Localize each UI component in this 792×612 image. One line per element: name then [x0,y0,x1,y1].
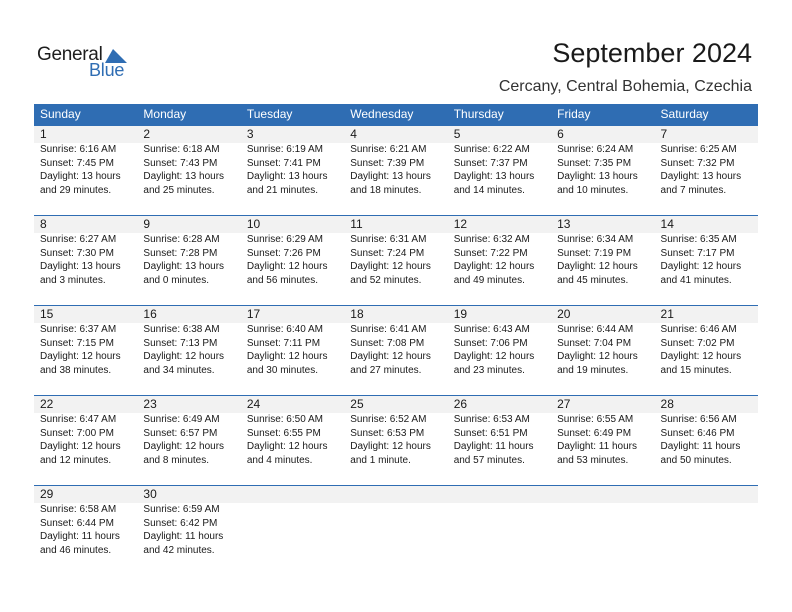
day-cell [34,396,137,467]
weekday-saturday: Saturday [660,107,709,121]
sunrise-text: Sunrise: 6:52 AM [350,414,427,425]
day-cell [551,126,654,197]
calendar-week [34,125,758,215]
daylight-hours-text: Daylight: 12 hours [453,351,535,362]
daylight-minutes-text: and 30 minutes. [246,364,319,376]
day-number: 20 [557,307,571,321]
day-number: 21 [660,307,674,321]
sunrise-text: Sunrise: 6:43 AM [453,324,530,335]
calendar-week [34,395,758,485]
daylight-minutes-text: and 42 minutes. [143,544,215,556]
daylight-hours-text: Daylight: 12 hours [143,441,225,452]
day-number: 12 [453,217,468,231]
day-number: 10 [246,217,261,231]
empty-day-cell [551,486,654,557]
daylight-minutes-text: and 34 minutes. [143,364,215,376]
daylight-hours-text: Daylight: 11 hours [143,531,224,542]
day-number: 2 [143,127,151,141]
sunrise-text: Sunrise: 6:16 AM [40,144,117,155]
weekday-header [34,104,758,125]
sunrise-text: Sunrise: 6:44 AM [557,324,634,335]
daylight-minutes-text: and 56 minutes. [246,274,319,286]
sunset-text: Sunset: 7:15 PM [40,337,114,349]
day-cell [551,396,654,467]
day-number: 14 [660,217,674,231]
weekday-friday: Friday [557,107,591,121]
sunrise-text: Sunrise: 6:37 AM [40,324,117,335]
day-cell [655,216,758,287]
page-title: September 2024 [552,38,752,68]
sunset-text: Sunset: 7:17 PM [660,247,735,259]
sunrise-text: Sunrise: 6:21 AM [350,144,427,155]
daylight-hours-text: Daylight: 13 hours [660,171,742,182]
day-number: 29 [40,487,54,501]
daylight-minutes-text: and 14 minutes. [453,184,525,196]
day-cell [655,396,758,467]
day-cell [34,126,137,197]
sunset-text: Sunset: 6:57 PM [143,427,218,439]
sunset-text: Sunset: 7:45 PM [40,157,114,169]
day-cell [344,306,447,377]
day-number: 24 [246,397,261,411]
daylight-minutes-text: and 23 minutes. [453,364,525,376]
daylight-minutes-text: and 25 minutes. [143,184,215,196]
day-cell [34,486,137,557]
daylight-hours-text: Daylight: 13 hours [453,171,535,182]
sunset-text: Sunset: 7:19 PM [557,247,632,259]
sunrise-text: Sunrise: 6:24 AM [557,144,634,155]
daylight-hours-text: Daylight: 12 hours [660,351,742,362]
daylight-hours-text: Daylight: 12 hours [246,261,328,272]
day-number: 30 [143,487,157,501]
sunset-text: Sunset: 7:06 PM [453,337,528,349]
day-cell [655,126,758,197]
day-number: 4 [350,127,357,141]
weekday-thursday: Thursday [453,107,504,121]
sunrise-text: Sunrise: 6:27 AM [40,234,117,245]
sunset-text: Sunset: 6:53 PM [350,427,425,439]
sunrise-text: Sunrise: 6:50 AM [246,414,323,425]
day-number: 27 [557,397,571,411]
sunset-text: Sunset: 7:11 PM [246,337,321,349]
daylight-hours-text: Daylight: 12 hours [557,351,638,362]
day-cell [137,396,240,467]
daylight-minutes-text: and 52 minutes. [350,274,422,286]
calendar-weeks [34,125,758,575]
sunset-text: Sunset: 7:08 PM [350,337,425,349]
sunrise-text: Sunrise: 6:28 AM [143,234,220,245]
daylight-minutes-text: and 29 minutes. [40,184,112,196]
day-number: 13 [557,217,571,231]
daylight-hours-text: Daylight: 12 hours [557,261,638,272]
daylight-minutes-text: and 57 minutes. [453,454,525,466]
daylight-hours-text: Daylight: 13 hours [143,171,225,182]
daylight-hours-text: Daylight: 13 hours [350,171,431,182]
sunrise-text: Sunrise: 6:25 AM [660,144,737,155]
daylight-minutes-text: and 12 minutes. [40,454,112,466]
day-cell [241,216,344,287]
day-number: 9 [143,217,151,231]
sunrise-text: Sunrise: 6:47 AM [40,414,117,425]
sunrise-text: Sunrise: 6:40 AM [246,324,323,335]
daylight-hours-text: Daylight: 13 hours [143,261,225,272]
sunrise-text: Sunrise: 6:19 AM [246,144,323,155]
day-cell [344,216,447,287]
sunrise-text: Sunrise: 6:34 AM [557,234,634,245]
daylight-minutes-text: and 8 minutes. [143,454,210,466]
daylight-minutes-text: and 50 minutes. [660,454,732,466]
daylight-hours-text: Daylight: 12 hours [40,351,121,362]
sunset-text: Sunset: 7:22 PM [453,247,528,259]
day-number: 18 [350,307,364,321]
logo-text-blue: Blue [89,60,125,80]
day-number: 25 [350,397,364,411]
day-cell [344,396,447,467]
sunrise-text: Sunrise: 6:31 AM [350,234,427,245]
day-cell [551,216,654,287]
sunrise-text: Sunrise: 6:56 AM [660,414,737,425]
weekday-tuesday: Tuesday [246,107,293,121]
day-cell [137,126,240,197]
day-cell [448,216,551,287]
day-number: 19 [453,307,468,321]
daylight-minutes-text: and 4 minutes. [246,454,313,466]
sunset-text: Sunset: 7:28 PM [143,247,218,259]
daylight-minutes-text: and 1 minute. [350,454,411,466]
day-number: 23 [143,397,157,411]
daylight-minutes-text: and 27 minutes. [350,364,422,376]
day-number: 28 [660,397,674,411]
daylight-minutes-text: and 45 minutes. [557,274,629,286]
sunset-text: Sunset: 6:51 PM [453,427,528,439]
sunset-text: Sunset: 6:49 PM [557,427,632,439]
logo-text-general: General [37,44,103,65]
sunset-text: Sunset: 7:39 PM [350,157,425,169]
sunrise-text: Sunrise: 6:55 AM [557,414,634,425]
calendar-week [34,215,758,305]
day-number: 5 [453,127,461,141]
daylight-hours-text: Daylight: 11 hours [660,441,741,452]
calendar-week [34,305,758,395]
day-number: 8 [40,217,47,231]
daylight-hours-text: Daylight: 12 hours [660,261,742,272]
brand-logo [37,44,137,80]
empty-day-cell [241,486,344,557]
day-number: 3 [246,127,254,141]
daylight-hours-text: Daylight: 13 hours [40,261,121,272]
daylight-minutes-text: and 15 minutes. [660,364,732,376]
day-number: 26 [453,397,468,411]
day-cell [137,486,240,557]
sunrise-text: Sunrise: 6:58 AM [40,504,117,515]
sunrise-text: Sunrise: 6:22 AM [453,144,530,155]
weekday-monday: Monday [143,107,187,121]
empty-day-cell [448,486,551,557]
daylight-hours-text: Daylight: 11 hours [453,441,534,452]
day-cell [241,396,344,467]
daylight-hours-text: Daylight: 11 hours [557,441,637,452]
sunset-text: Sunset: 7:37 PM [453,157,528,169]
daylight-minutes-text: and 21 minutes. [246,184,319,196]
daylight-hours-text: Daylight: 12 hours [143,351,225,362]
day-cell [137,216,240,287]
sunset-text: Sunset: 7:02 PM [660,337,735,349]
sunset-text: Sunset: 6:44 PM [40,517,114,529]
empty-day-cell [344,486,447,557]
daylight-hours-text: Daylight: 13 hours [246,171,328,182]
daylight-minutes-text: and 53 minutes. [557,454,629,466]
sunset-text: Sunset: 6:42 PM [143,517,218,529]
daylight-minutes-text: and 3 minutes. [40,274,106,286]
day-number: 11 [350,217,363,231]
day-cell [551,306,654,377]
daylight-hours-text: Daylight: 12 hours [246,351,328,362]
sunset-text: Sunset: 7:00 PM [40,427,114,439]
sunset-text: Sunset: 6:55 PM [246,427,321,439]
day-cell [655,306,758,377]
sunrise-text: Sunrise: 6:18 AM [143,144,220,155]
sunset-text: Sunset: 7:43 PM [143,157,218,169]
calendar-week [34,485,758,575]
weekday-wednesday: Wednesday [350,107,414,121]
day-number: 22 [40,397,54,411]
sunrise-text: Sunrise: 6:59 AM [143,504,220,515]
daylight-hours-text: Daylight: 12 hours [246,441,328,452]
empty-day-cell [655,486,758,557]
sunrise-text: Sunrise: 6:41 AM [350,324,427,335]
sunset-text: Sunset: 7:32 PM [660,157,735,169]
daylight-hours-text: Daylight: 13 hours [40,171,121,182]
day-cell [241,126,344,197]
sunset-text: Sunset: 7:35 PM [557,157,632,169]
daylight-hours-text: Daylight: 12 hours [40,441,121,452]
day-number: 17 [246,307,261,321]
daylight-minutes-text: and 10 minutes. [557,184,629,196]
daylight-minutes-text: and 0 minutes. [143,274,210,286]
day-cell [344,126,447,197]
daylight-hours-text: Daylight: 12 hours [350,351,431,362]
day-cell [448,126,551,197]
location-subtitle: Cercany, Central Bohemia, Czechia [498,78,752,95]
day-number: 15 [40,307,54,321]
day-cell [241,306,344,377]
daylight-hours-text: Daylight: 11 hours [40,531,120,542]
sunrise-text: Sunrise: 6:35 AM [660,234,737,245]
daylight-minutes-text: and 41 minutes. [660,274,732,286]
day-number: 7 [660,127,668,141]
day-cell [34,306,137,377]
sunset-text: Sunset: 7:04 PM [557,337,632,349]
sunset-text: Sunset: 7:41 PM [246,157,321,169]
sunrise-text: Sunrise: 6:49 AM [143,414,220,425]
day-cell [448,306,551,377]
daylight-hours-text: Daylight: 13 hours [557,171,638,182]
sunset-text: Sunset: 7:26 PM [246,247,321,259]
sunrise-text: Sunrise: 6:38 AM [143,324,220,335]
daylight-hours-text: Daylight: 12 hours [350,441,431,452]
sunset-text: Sunset: 7:24 PM [350,247,425,259]
calendar-grid [34,104,758,575]
sunset-text: Sunset: 6:46 PM [660,427,735,439]
daylight-minutes-text: and 7 minutes. [660,184,727,196]
daylight-hours-text: Daylight: 12 hours [453,261,535,272]
sunrise-text: Sunrise: 6:46 AM [660,324,737,335]
sunrise-text: Sunrise: 6:29 AM [246,234,323,245]
day-cell [137,306,240,377]
sunset-text: Sunset: 7:30 PM [40,247,114,259]
daylight-hours-text: Daylight: 12 hours [350,261,431,272]
daylight-minutes-text: and 18 minutes. [350,184,422,196]
day-cell [34,216,137,287]
daylight-minutes-text: and 49 minutes. [453,274,525,286]
sunset-text: Sunset: 7:13 PM [143,337,218,349]
weekday-sunday: Sunday [40,107,81,121]
daylight-minutes-text: and 38 minutes. [40,364,112,376]
daylight-minutes-text: and 46 minutes. [40,544,112,556]
sunrise-text: Sunrise: 6:53 AM [453,414,530,425]
day-number: 16 [143,307,157,321]
day-number: 1 [40,127,47,141]
day-number: 6 [557,127,564,141]
sunrise-text: Sunrise: 6:32 AM [453,234,530,245]
daylight-minutes-text: and 19 minutes. [557,364,629,376]
day-cell [448,396,551,467]
